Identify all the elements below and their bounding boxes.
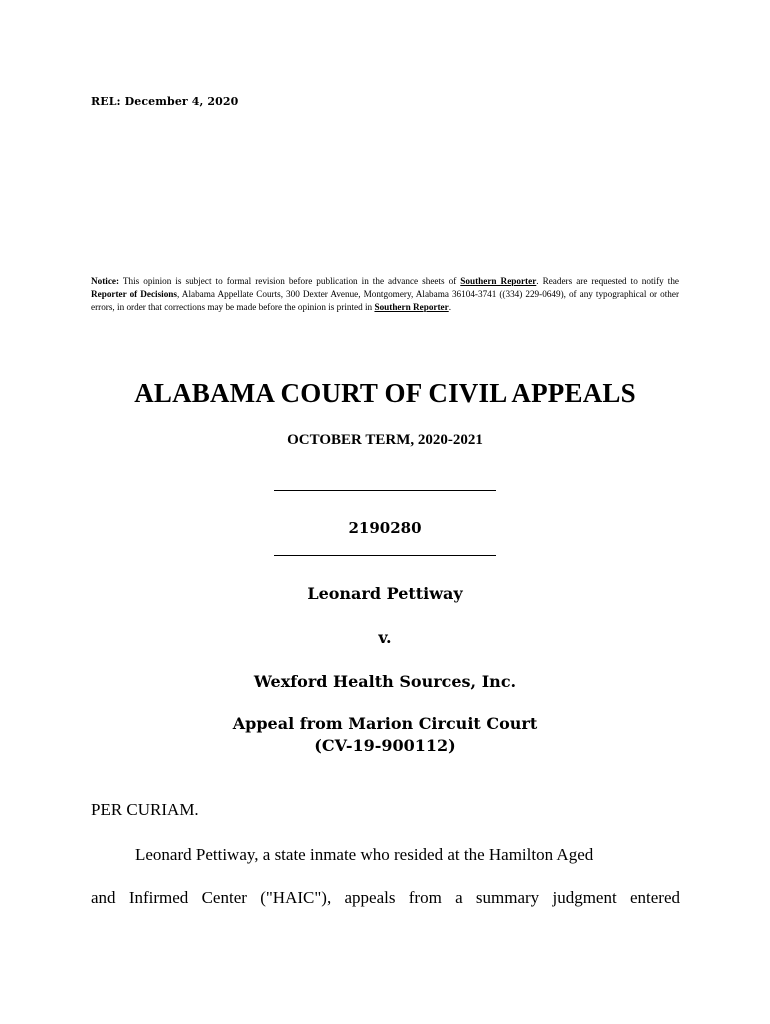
- notice-reporter-1: Southern Reporter: [460, 276, 537, 286]
- notice-text-4: .: [448, 302, 452, 312]
- versus-label: v.: [378, 628, 392, 647]
- notice-label: Notice:: [91, 276, 120, 286]
- notice-reporter-of-decisions: Reporter of Decisions: [91, 289, 177, 299]
- case-number: 2190280: [348, 519, 422, 537]
- opinion-line-1: Leonard Pettiway, a state inmate who resided at the Hamilton Aged: [135, 845, 594, 864]
- appeal-source: Appeal from Marion Circuit Court: [232, 714, 538, 733]
- appellee-name: Wexford Health Sources, Inc.: [253, 672, 517, 691]
- appellant-name: Leonard Pettiway: [307, 584, 463, 603]
- court-term: OCTOBER TERM, 2020-2021: [287, 432, 483, 448]
- opinion-line-2: and Infirmed Center ("HAIC"), appeals from a summary judgment entered: [91, 888, 680, 907]
- court-name: ALABAMA COURT OF CIVIL APPEALS: [134, 378, 636, 408]
- per-curiam-heading: PER CURIAM.: [91, 800, 199, 819]
- notice-reporter-2: Southern Reporter: [374, 302, 449, 312]
- notice-text-2: . Readers are requested to notify the: [536, 276, 679, 286]
- publication-notice: [91, 275, 679, 314]
- release-date: REL: December 4, 2020: [91, 95, 239, 108]
- lower-court-case-number: (CV-19-900112): [314, 736, 456, 755]
- notice-text-1: This opinion is subject to formal revision before publication in the advance sheets of: [119, 276, 461, 286]
- divider-top: [274, 490, 496, 491]
- notice-text-3: , Alabama Appellate Courts, 300 Dexter Avenue, Montgomery, Alabama 36104-3741 ((334) 229-0649), of any typographical or other errors, in order that corrections may be made before the opinion is printed in: [91, 289, 679, 312]
- divider-bottom: [274, 555, 496, 556]
